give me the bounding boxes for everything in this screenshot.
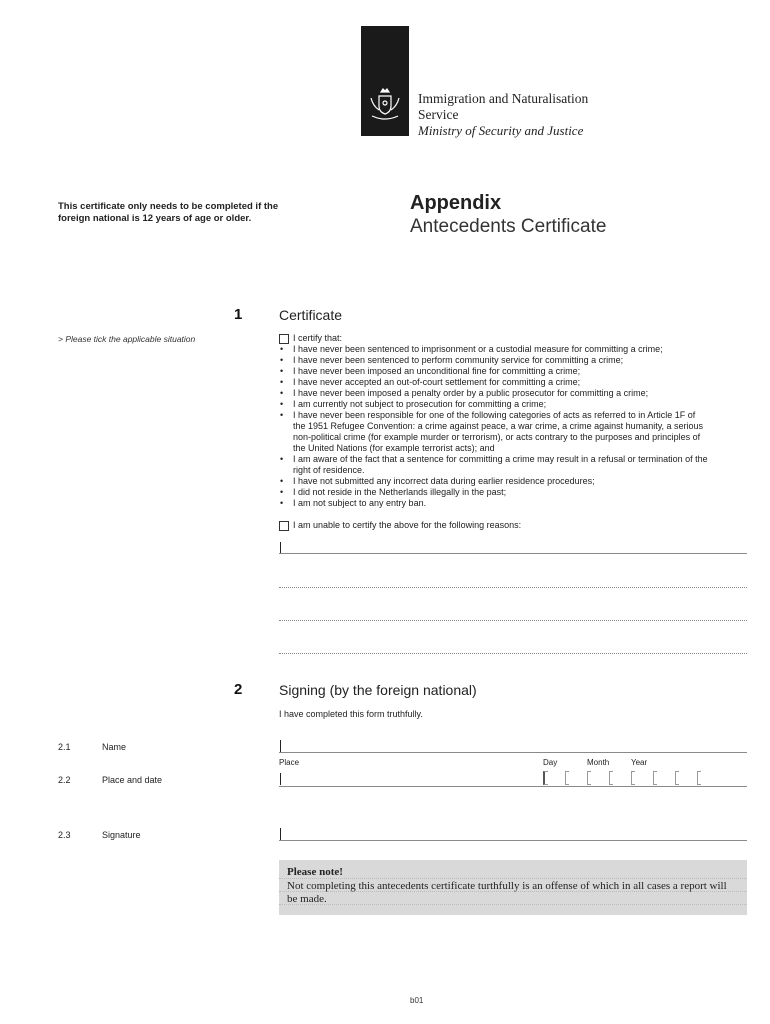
year-digit-box[interactable] bbox=[675, 771, 679, 785]
bullet-marker: • bbox=[280, 410, 284, 420]
org-name-line2: Service bbox=[418, 107, 459, 122]
year-digit-box[interactable] bbox=[631, 771, 635, 785]
field-number-signature: 2.3 bbox=[58, 830, 71, 840]
certify-item-continued: right of residence. bbox=[293, 465, 365, 475]
bullet-marker: • bbox=[280, 498, 284, 508]
certify-item: I have not submitted any incorrect data during earlier residence procedures; bbox=[293, 476, 595, 486]
certify-item: I am not subject to any entry ban. bbox=[293, 498, 427, 508]
text-cursor bbox=[280, 773, 281, 785]
section-1-title: Certificate bbox=[279, 307, 343, 323]
certify-item: I am aware of the fact that a sentence for committing a crime may result in a refusal or termination of the bbox=[293, 454, 708, 464]
page-title: Appendix bbox=[410, 192, 502, 214]
place-date-label: Place and date bbox=[102, 775, 163, 785]
unable-checkbox[interactable] bbox=[279, 521, 289, 531]
signature-label: Signature bbox=[102, 830, 141, 840]
year-digit-box[interactable] bbox=[653, 771, 657, 785]
bullet-marker: • bbox=[280, 399, 284, 409]
bullet-marker: • bbox=[280, 388, 284, 398]
signature-line[interactable] bbox=[279, 840, 747, 841]
notice-heading: Please note! bbox=[287, 866, 343, 878]
section-1-number: 1 bbox=[234, 306, 243, 323]
day-digit-box[interactable] bbox=[543, 771, 548, 785]
bullet-marker: • bbox=[280, 377, 284, 387]
certify-item: I have never accepted an out-of-court settlement for committing a crime; bbox=[293, 377, 581, 387]
year-digit-box[interactable] bbox=[697, 771, 701, 785]
unable-option-label: I am unable to certify the above for the following reasons: bbox=[293, 520, 522, 530]
certify-option-label: I certify that: bbox=[293, 333, 343, 343]
bullet-marker: • bbox=[280, 454, 284, 464]
reason-line-1[interactable] bbox=[279, 553, 747, 554]
certify-item: I did not reside in the Netherlands illegally in the past; bbox=[293, 487, 507, 497]
field-number-place: 2.2 bbox=[58, 775, 71, 785]
certify-item: I have never been imposed a penalty order by a public prosecutor for committing a crime; bbox=[293, 388, 649, 398]
month-digit-box[interactable] bbox=[609, 771, 613, 785]
field-number-name: 2.1 bbox=[58, 742, 71, 752]
org-name-line1: Immigration and Naturalisation bbox=[418, 91, 589, 106]
certify-item-continued: the United Nations (for example terrorist acts); and bbox=[293, 443, 495, 453]
reason-line-3[interactable] bbox=[279, 620, 747, 621]
section-2-title: Signing (by the foreign national) bbox=[279, 682, 477, 698]
place-caption: Place bbox=[279, 758, 300, 767]
certify-item: I have never been responsible for one of the following categories of acts as referred to in Article 1F of bbox=[293, 410, 696, 420]
month-caption: Month bbox=[587, 758, 610, 767]
certify-item: I have never been imposed an unconditional fine for committing a crime; bbox=[293, 366, 581, 376]
logo bbox=[361, 26, 409, 136]
certify-item: I have never been sentenced to perform community service for committing a crime; bbox=[293, 355, 624, 365]
bullet-marker: • bbox=[280, 366, 284, 376]
month-digit-box[interactable] bbox=[587, 771, 591, 785]
year-caption: Year bbox=[631, 758, 648, 767]
notice-text: Not completing this antecedents certificate turthfully is an offense of which in all cases a report will be made. bbox=[287, 880, 727, 905]
page-subtitle: Antecedents Certificate bbox=[410, 216, 607, 237]
reason-line-2[interactable] bbox=[279, 587, 747, 588]
certify-item-continued: the 1951 Refugee Convention: a crime against peace, a war crime, a crime against humanity, a serious bbox=[293, 421, 704, 431]
name-input-line[interactable] bbox=[279, 752, 747, 753]
bullet-marker: • bbox=[280, 355, 284, 365]
reason-line-4[interactable] bbox=[279, 653, 747, 654]
coat-of-arms-icon bbox=[367, 86, 403, 122]
name-label: Name bbox=[102, 742, 127, 752]
certify-checkbox[interactable] bbox=[279, 334, 289, 344]
bullet-marker: • bbox=[280, 476, 284, 486]
text-cursor bbox=[280, 740, 281, 752]
place-input-line[interactable] bbox=[279, 786, 747, 787]
bullet-marker: • bbox=[280, 344, 284, 354]
day-digit-box[interactable] bbox=[565, 771, 569, 785]
notice-box bbox=[279, 860, 747, 915]
day-caption: Day bbox=[543, 758, 558, 767]
age-requirement-note: This certificate only needs to be completed if the foreign national is 12 years of age or older. bbox=[58, 201, 279, 224]
certify-item: I am currently not subject to prosecution for committing a crime; bbox=[293, 399, 547, 409]
form-code: b01 bbox=[410, 996, 424, 1005]
tick-hint: > Please tick the applicable situation bbox=[58, 334, 196, 344]
bullet-marker: • bbox=[280, 487, 284, 497]
section-2-number: 2 bbox=[234, 681, 243, 698]
truthful-statement: I have completed this form truthfully. bbox=[279, 709, 423, 719]
certify-item-continued: non-political crime (for example murder or terrorism), or acts contrary to the purposes and principles of bbox=[293, 432, 701, 442]
text-cursor bbox=[280, 828, 281, 840]
certify-item: I have never been sentenced to imprisonment or a custodial measure for committing a crime; bbox=[293, 344, 663, 354]
ministry-name: Ministry of Security and Justice bbox=[418, 123, 584, 138]
